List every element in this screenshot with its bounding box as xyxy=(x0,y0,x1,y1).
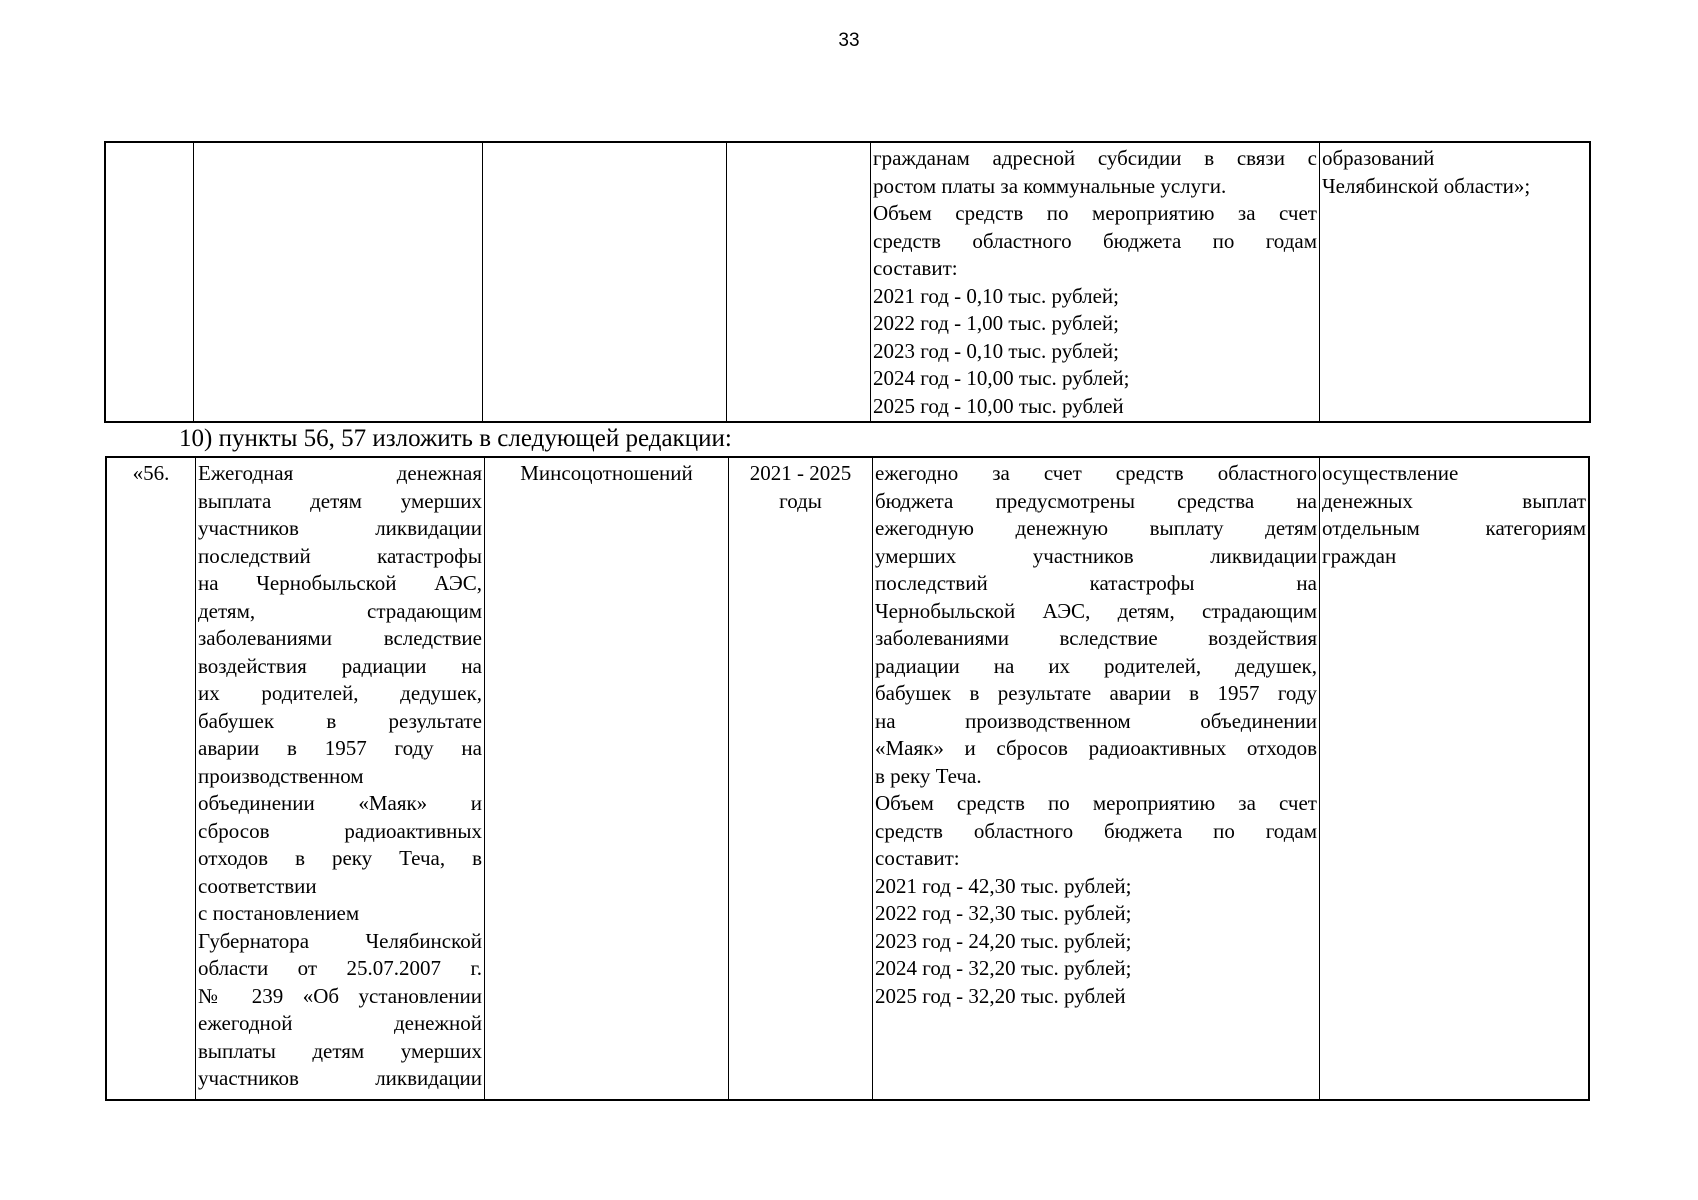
purpose-line: денежных выплат xyxy=(1322,488,1586,513)
content-line: гражданам адресной субсидии в связи с xyxy=(873,146,1317,170)
table-row xyxy=(107,458,1589,1100)
description-line: производственном xyxy=(198,763,364,788)
description-line: области от 25.07.2007 г. xyxy=(198,956,482,980)
item-number: «56. xyxy=(132,461,170,485)
content-line: 2022 год - 1,00 тыс. рублей; xyxy=(873,311,1120,335)
content-line: 2024 год - 32,20 тыс. рублей; xyxy=(875,956,1132,980)
period-line: годы xyxy=(779,488,822,513)
description-line: на Чернобыльской АЭС, xyxy=(198,571,482,595)
purpose-cell xyxy=(1320,143,1590,422)
table-row xyxy=(106,143,1590,422)
description-line: ежегодной денежной xyxy=(198,1011,482,1035)
item-number-cell xyxy=(107,458,196,1100)
description-cell xyxy=(196,458,485,1100)
content-line: 2022 год - 32,30 тыс. рублей; xyxy=(875,901,1132,925)
content-line: умерших участников ликвидации xyxy=(875,543,1317,568)
description-line: бабушек в результате xyxy=(198,708,482,733)
content-line: составит: xyxy=(873,256,958,280)
content-cell xyxy=(871,143,1320,422)
content-line: 2023 год - 24,20 тыс. рублей; xyxy=(875,928,1132,953)
executor-name: Минсоцотношений xyxy=(520,461,693,485)
content-line: 2025 год - 32,20 тыс. рублей xyxy=(875,983,1126,1008)
period-cell xyxy=(729,458,873,1100)
purpose-line: осуществление xyxy=(1322,461,1459,485)
content-line: последствий катастрофы на xyxy=(875,571,1317,595)
description-line: Губернатора Челябинской xyxy=(198,928,482,953)
description-line: Ежегодная денежная xyxy=(198,461,482,485)
content-line: Объем средств по мероприятию за счет xyxy=(875,791,1317,815)
period-line: 2021 - 2025 xyxy=(749,461,852,485)
description-line: выплата детям умерших xyxy=(198,488,482,513)
description-line: их родителей, дедушек, xyxy=(198,681,482,705)
description-line: объединении «Маяк» и xyxy=(198,791,482,815)
empty-cell xyxy=(727,143,871,422)
content-line: ежегодно за счет средств областного xyxy=(875,461,1317,485)
description-line: соответствии xyxy=(198,873,317,898)
content-line: бюджета предусмотрены средства на xyxy=(875,488,1317,513)
purpose-line: граждан xyxy=(1322,543,1397,568)
description-line: воздействия радиации на xyxy=(198,653,482,678)
description-line: сбросов радиоактивных xyxy=(198,818,482,843)
content-line: средств областного бюджета по годам xyxy=(875,818,1317,843)
content-cell xyxy=(873,458,1320,1100)
empty-cell xyxy=(106,143,194,422)
content-line: бабушек в результате аварии в 1957 году xyxy=(875,681,1317,705)
content-line: средств областного бюджета по годам xyxy=(873,228,1317,253)
content-line: в реку Теча. xyxy=(875,763,982,788)
page-number: 33 xyxy=(838,30,860,51)
description-line: отходов в реку Теча, в xyxy=(198,846,482,870)
content-line: Чернобыльской АЭС, детям, страдающим xyxy=(875,598,1317,623)
description-line: аварии в 1957 году на xyxy=(198,736,482,760)
description-line: с постановлением xyxy=(198,901,360,925)
amendment-instruction: 10) пункты 56, 57 изложить в следующей редакции: xyxy=(179,425,732,452)
content-line: 2024 год - 10,00 тыс. рублей; xyxy=(873,366,1130,390)
description-line: участников ликвидации xyxy=(198,516,482,540)
description-line: № 239 «Об установлении xyxy=(198,983,482,1008)
lower-table xyxy=(106,457,1589,1100)
content-line: 2021 год - 0,10 тыс. рублей; xyxy=(873,283,1120,308)
purpose-line: отдельным категориям xyxy=(1322,516,1586,540)
upper-table xyxy=(105,142,1590,422)
description-line: детям, страдающим xyxy=(198,598,482,623)
description-line: выплаты детям умерших xyxy=(198,1038,482,1063)
purpose-line: образований xyxy=(1322,146,1435,170)
description-line: заболеваниями вследствие xyxy=(198,626,482,650)
description-line: последствий катастрофы xyxy=(198,543,482,568)
empty-cell xyxy=(194,143,483,422)
empty-cell xyxy=(483,143,727,422)
content-line: 2021 год - 42,30 тыс. рублей; xyxy=(875,873,1132,898)
content-line: ежегодную денежную выплату детям xyxy=(875,516,1317,540)
content-line: на производственном объединении xyxy=(875,708,1317,733)
content-line: заболеваниями вследствие воздействия xyxy=(875,626,1317,650)
content-line: радиации на их родителей, дедушек, xyxy=(875,653,1317,678)
description-line: участников ликвидации xyxy=(198,1066,482,1090)
content-line: 2023 год - 0,10 тыс. рублей; xyxy=(873,338,1120,363)
purpose-cell xyxy=(1320,458,1589,1100)
content-line: 2025 год - 10,00 тыс. рублей xyxy=(873,393,1124,418)
purpose-line: Челябинской области»; xyxy=(1322,173,1531,198)
executor-cell xyxy=(485,458,729,1100)
content-line: «Маяк» и сбросов радиоактивных отходов xyxy=(875,736,1317,760)
content-line: составит: xyxy=(875,846,960,870)
content-line: ростом платы за коммунальные услуги. xyxy=(873,173,1227,198)
content-line: Объем средств по мероприятию за счет xyxy=(873,201,1317,225)
